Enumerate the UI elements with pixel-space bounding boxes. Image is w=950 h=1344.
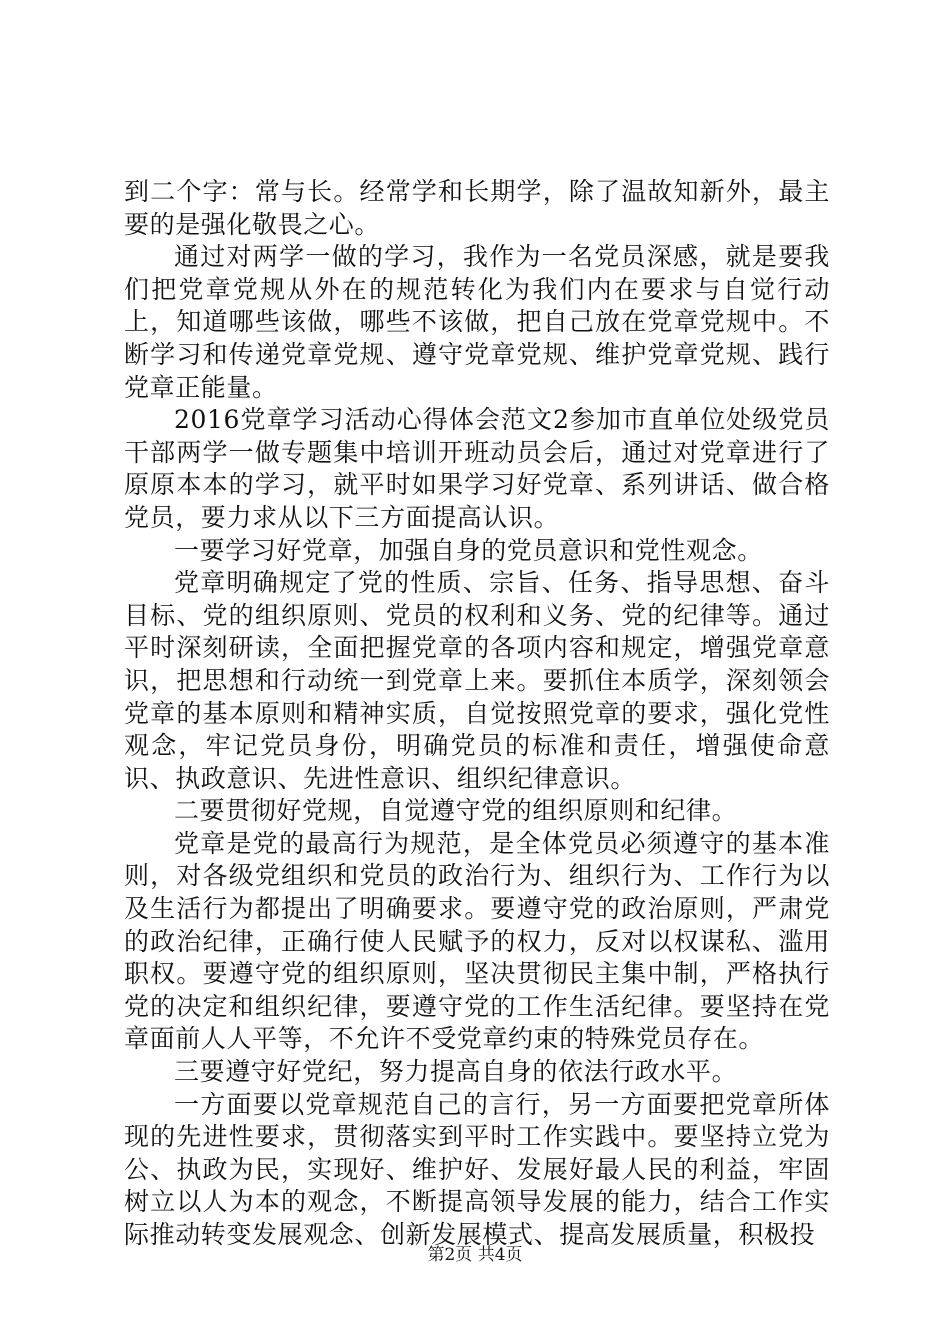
- section-heading-1: 一要学习好党章，加强自身的党员意识和党性观念。: [174, 535, 763, 565]
- page-number-footer: 第2页 共4页: [427, 1245, 523, 1265]
- body-paragraph-2: 通过对两学一做的学习，我作为一名党员深感，就是要我们把党章党规从外在的规范转化为我们内在要求与自觉行动上，知道哪些该做，哪些不该做，把自己放在党章党规中。不断学习和传递党章党规、遵守党章党规、维护党章党规、践行党章正能量。: [124, 242, 830, 402]
- body-paragraph-5: 党章是党的最高行为规范，是全体党员必须遵守的基本准则，对各级党组织和党员的政治行为、组织行为、工作行为以及生活行为都提出了明确要求。要遵守党的政治原则，严肃党的政治纪律，正确行使人民赋予的权力，反对以权谋私、滥用职权。要遵守党的组织原则，坚决贯彻民主集中制，严格执行党的决定和组织纪律，要遵守党的工作生活纪律。要坚持在党章面前人人平等，不允许不受党章约束的特殊党员存在。: [124, 828, 830, 1054]
- section-heading-2: 二要贯彻好党规，自觉遵守党的组织原则和纪律。: [174, 796, 738, 826]
- document-body: [124, 176, 830, 1252]
- body-paragraph-6: 一方面要以党章规范自己的言行，另一方面要把党章所体现的先进性要求，贯彻落实到平时工作实践中。要坚持立党为公、执政为民，实现好、维护好、发展好最人民的利益，牢固树立以人为本的观念，不断提高领导发展的能力，结合工作实际推动转变发展观念、创新发展模式、提高发展质量，积极投: [124, 1089, 830, 1249]
- body-paragraph-1: 到二个字：常与长。经常学和长期学，除了温故知新外，最主要的是强化敬畏之心。: [124, 177, 830, 239]
- section-heading-3: 三要遵守好党纪，努力提高自身的依法行政水平。: [174, 1057, 738, 1087]
- body-paragraph-3: 2016党章学习活动心得体会范文2参加市直单位处级党员干部两学一做专题集中培训开班动员会后，通过对党章进行了原原本本的学习，就平时如果学习好党章、系列讲话、做合格党员，要力求从以下三方面提高认识。: [124, 405, 830, 532]
- body-paragraph-4: 党章明确规定了党的性质、宗旨、任务、指导思想、奋斗目标、党的组织原则、党员的权利和义务、党的纪律等。通过平时深刻研读，全面把握党章的各项内容和规定，增强党章意识，把思想和行动统一到党章上来。要抓住本质学，深刻领会党章的基本原则和精神实质，自觉按照党章的要求，强化党性观念，牢记党员身份，明确党员的标准和责任，增强使命意识、执政意识、先进性意识、组织纪律意识。: [124, 568, 830, 793]
